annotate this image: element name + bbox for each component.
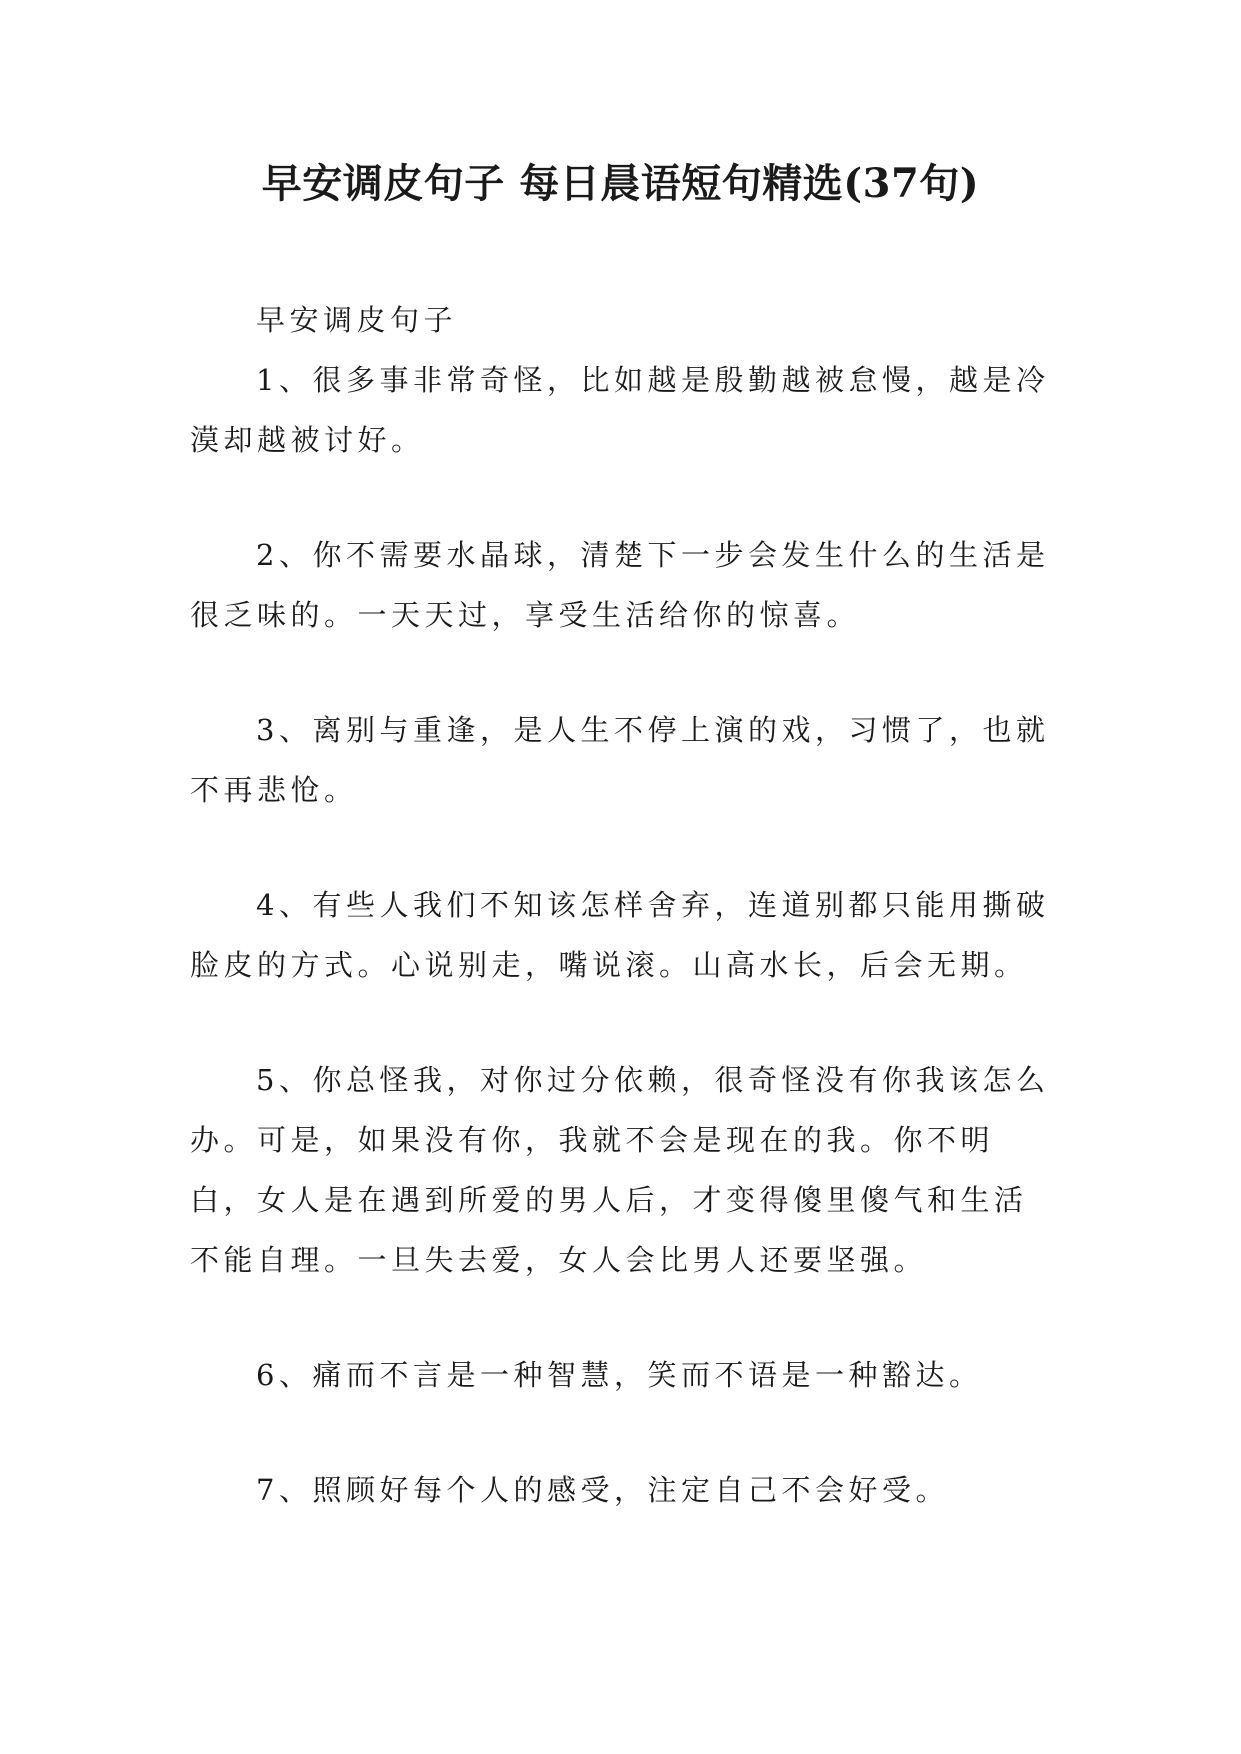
document-body [190,290,1060,1575]
quote-item-6: 6、痛而不言是一种智慧，笑而不语是一种豁达。 [256,1358,983,1392]
quote-item-5: 5、你总怪我，对你过分依赖，很奇怪没有你我该怎么办。可是，如果没有你，我就不会是现在的我。你不明白，女人是在遇到所爱的男人后，才变得傻里傻气和生活不能自理。一旦失去爱，女人会比男人还要坚强。 [190,1063,1050,1277]
quote-item-1: 1、很多事非常奇怪，比如越是殷勤越被怠慢，越是冷漠却越被讨好。 [190,363,1050,457]
section-heading: 早安调皮句子 [256,303,458,337]
quote-item-2: 2、你不需要水晶球，清楚下一步会发生什么的生活是很乏味的。一天天过，享受生活给你的惊喜。 [190,538,1050,632]
document-title: 早安调皮句子 每日晨语短句精选(37句) [261,160,980,207]
quote-item-7: 7、照顾好每个人的感受，注定自己不会好受。 [256,1473,949,1507]
quote-item-3: 3、离别与重逢，是人生不停上演的戏，习惯了，也就不再悲怆。 [190,713,1050,807]
quote-item-4: 4、有些人我们不知该怎样舍弃，连道别都只能用撕破脸皮的方式。心说别走，嘴说滚。山高水长，后会无期。 [190,888,1050,982]
